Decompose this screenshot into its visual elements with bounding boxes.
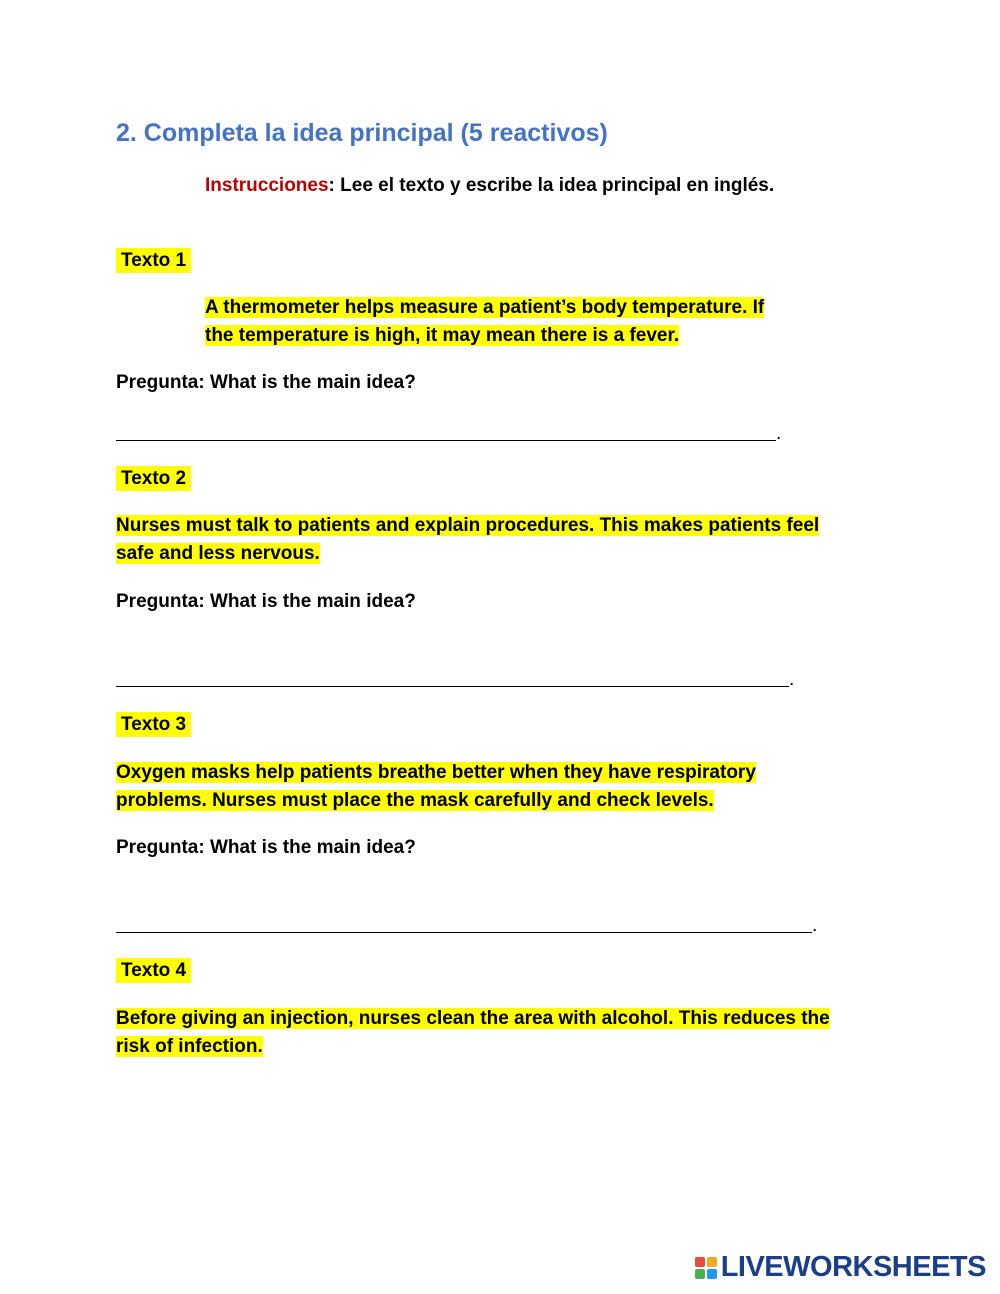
liveworksheets-logo-icon: [695, 1257, 717, 1279]
text-3-label: [116, 714, 191, 736]
instructions-label: Instrucciones: [205, 175, 329, 196]
text-1-line-2: the temperature is high, it may mean there is a fever.: [205, 325, 680, 346]
text-2-answer-end: .: [789, 669, 795, 690]
text-2-label-text: Texto 2: [116, 466, 191, 491]
instructions-text: : Lee el texto y escribe la idea principal en inglés.: [328, 175, 775, 196]
logo-tile-4: [707, 1269, 717, 1279]
text-1-label-text: Texto 1: [116, 248, 191, 273]
text-4-line-2: risk of infection.: [116, 1036, 263, 1057]
text-3-answer-end: .: [812, 915, 818, 936]
page-title: 2. Completa la idea principal (5 reactivos): [116, 119, 608, 147]
liveworksheets-logo-text: LIVEWORKSHEETS: [720, 1251, 986, 1283]
text-4-label: [116, 960, 191, 982]
text-2-question: Pregunta: What is the main idea?: [116, 591, 416, 612]
logo-tile-3: [695, 1269, 705, 1279]
text-3-answer-line[interactable]: [116, 932, 812, 933]
text-3-label-text: Texto 3: [116, 712, 191, 737]
text-1-answer-line[interactable]: [116, 440, 776, 441]
text-2-answer-line[interactable]: [116, 686, 789, 687]
liveworksheets-logo: [695, 1251, 986, 1284]
text-3-paragraph: [116, 759, 756, 815]
text-4-label-text: Texto 4: [116, 958, 191, 983]
text-2-line-2: safe and less nervous.: [116, 543, 320, 564]
text-1-paragraph: [205, 294, 764, 350]
text-3-line-1: Oxygen masks help patients breathe better when they have respiratory: [116, 762, 756, 783]
text-1-answer-end: .: [776, 423, 782, 444]
text-1-question: Pregunta: What is the main idea?: [116, 372, 416, 393]
text-4-paragraph: [116, 1005, 830, 1061]
instructions: [205, 175, 774, 197]
text-1-label: [116, 250, 191, 272]
text-2-label: [116, 468, 191, 490]
text-2-paragraph: [116, 512, 819, 568]
text-3-line-2: problems. Nurses must place the mask carefully and check levels.: [116, 790, 714, 811]
text-1-line-1: A thermometer helps measure a patient’s body temperature. If: [205, 297, 765, 318]
text-2-line-1: Nurses must talk to patients and explain procedures. This makes patients feel: [116, 515, 820, 536]
logo-tile-2: [707, 1257, 717, 1267]
text-3-question: Pregunta: What is the main idea?: [116, 837, 416, 858]
logo-tile-1: [695, 1257, 705, 1267]
text-4-line-1: Before giving an injection, nurses clean the area with alcohol. This reduces the: [116, 1008, 830, 1029]
